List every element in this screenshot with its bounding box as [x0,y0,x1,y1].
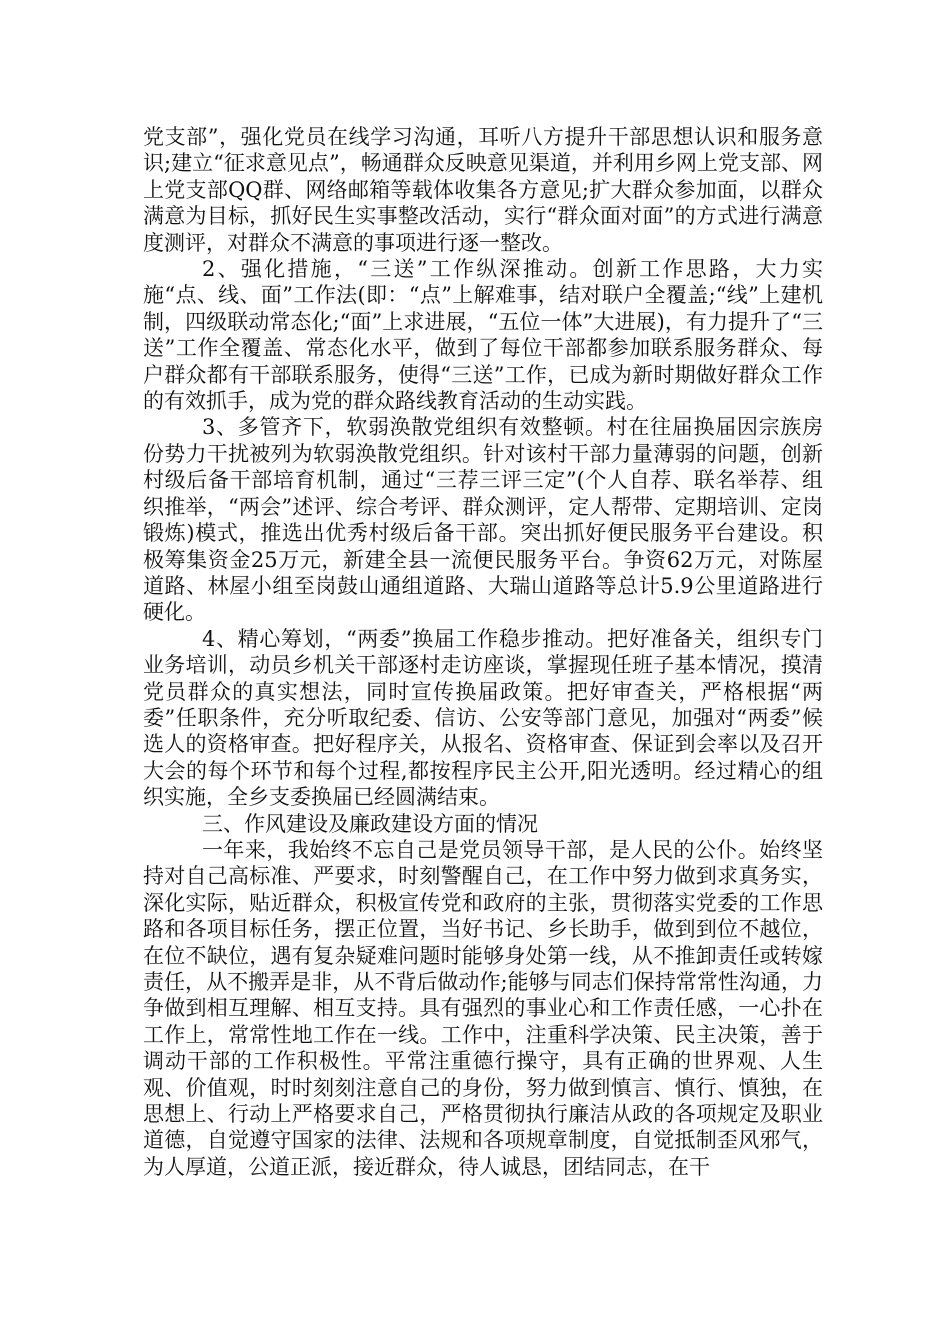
paragraph-self-discipline: 一年来，我始终不忘自己是党员领导干部，是人民的公仆。始终坚持对自己高标准、严要求，时刻警醒自己，在工作中努力做到求真务实，深化实际，贴近群众，积极宣传党和政府的主张，贯彻落实党委的工作思路和各项目标任务，摆正位置，当好书记、乡长助手，做到到位不越位，在位不缺位，遇有复杂疑难问题时能够身处第一线，从不推卸责任或转嫁责任，从不搬弄是非，从不背后做动作;能够与同志们保持常常性沟通，力争做到相互理解、相互支持。具有强烈的事业心和工作责任感，一心扑在工作上，常常性地工作在一线。工作中，注重科学决策、民主决策，善于调动干部的工作积极性。平常注重德行操守，具有正确的世界观、人生观、价值观，时时刻刻注意自己的身份，努力做到慎言、慎行、慎独，在思想上、行动上严格要求自己，严格贯彻执行廉洁从政的各项规定及职业道德，自觉遵守国家的法律、法规和各项规章制度，自觉抵制歪风邪气，为人厚道，公道正派，接近群众，待人诚恳，团结同志，在干 [143,837,823,1179]
document-body [143,124,823,1180]
paragraph-weak-party-organization: 3、多管齐下，软弱涣散党组织有效整顿。村在往届换届因宗族房份势力干扰被列为软弱涣散党组织。针对该村干部力量薄弱的问题，创新村级后备干部培育机制，通过“三荐三评三定”(个人自荐、联名举荐、组织推举，“两会”述评、综合考评、群众测评，定人帮带、定期培训、定岗锻炼)模式，推选出优秀村级后备干部。突出抓好便民服务平台建设。积极筹集资金25万元，新建全县一流便民服务平台。争资62万元，对陈屋道路、林屋小组至岗鼓山通组道路、大瑞山道路等总计5.9公里道路进行硬化。 [143,415,823,625]
section-heading-work-style: 三、作风建设及廉政建设方面的情况 [202,811,538,836]
paragraph-party-branch-online: 党支部”，强化党员在线学习沟通，耳听八方提升干部思想认识和服务意识;建立“征求意见点”，畅通群众反映意见渠道，并利用乡网上党支部、网上党支部QQ群、网络邮箱等载体收集各方意见;扩大群众参加面，以群众满意为目标，抓好民生实事整改活动，实行“群众面对面”的方式进行满意度测评，对群众不满意的事项进行逐一整改。 [143,125,823,255]
paragraph-two-committees-election: 4、精心筹划，“两委”换届工作稳步推动。把好准备关，组织专门业务培训，动员乡机关干部逐村走访座谈，掌握现任班子基本情况，摸清党员群众的真实想法，同时宣传换届政策。把好审查关，严格根据“两委”任职条件，充分听取纪委、信访、公安等部门意见，加强对“两委”候选人的资格审查。把好程序关，从报名、资格审查、保证到会率以及召开大会的每个环节和每个过程,都按程序民主公开,阳光透明。经过精心的组织实施，全乡支委换届已经圆满结束。 [143,626,823,810]
paragraph-three-send-work: 2、强化措施，“三送”工作纵深推动。创新工作思路，大力实施“点、线、面”工作法(即：“点”上解难事，结对联户全覆盖;“线”上建机制，四级联动常态化;“面”上求进展，“五位一体”大进展)，有力提升了“三送”工作全覆盖、常态化水平，做到了每位干部都参加联系服务群众、每户群众都有干部联系服务，使得“三送”工作，已成为新时期做好群众工作的有效抓手，成为党的群众路线教育活动的生动实践。 [143,257,823,414]
